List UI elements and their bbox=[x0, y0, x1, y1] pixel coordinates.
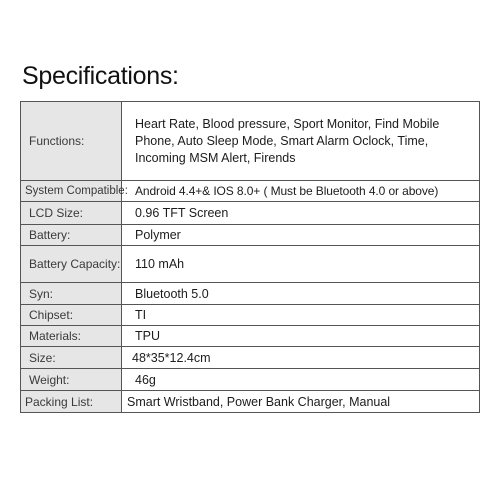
row-label-syn: Syn: bbox=[21, 283, 122, 305]
table-row-size bbox=[21, 347, 480, 369]
row-label-chipset: Chipset: bbox=[21, 305, 122, 326]
table-row-system-compatible bbox=[21, 181, 480, 202]
table-row-chipset bbox=[21, 305, 480, 326]
row-value-materials: TPU bbox=[122, 326, 480, 347]
row-label-battery: Battery: bbox=[21, 225, 122, 246]
table-row-functions bbox=[21, 102, 480, 181]
row-label-materials: Materials: bbox=[21, 326, 122, 347]
row-label-system-compatible: System Compatible: bbox=[21, 181, 122, 202]
page-title: Specifications: bbox=[22, 62, 179, 90]
row-label-functions: Functions: bbox=[21, 102, 122, 181]
table-row-packing-list bbox=[21, 391, 480, 413]
row-value-functions: Heart Rate, Blood pressure, Sport Monitor, Find Mobile Phone, Auto Sleep Mode, Smart Alarm Oclock, Time, Incoming MSM Alert, Firends bbox=[122, 102, 480, 181]
row-label-size: Size: bbox=[21, 347, 122, 369]
row-value-syn: Bluetooth 5.0 bbox=[122, 283, 480, 305]
row-value-packing-list: Smart Wristband, Power Bank Charger, Manual bbox=[122, 391, 480, 413]
row-value-system-compatible: Android 4.4+& IOS 8.0+ ( Must be Bluetooth 4.0 or above) bbox=[122, 181, 480, 202]
table-row-syn bbox=[21, 283, 480, 305]
row-value-size: 48*35*12.4cm bbox=[122, 347, 480, 369]
table-row-weight bbox=[21, 369, 480, 391]
row-label-lcd-size: LCD Size: bbox=[21, 202, 122, 225]
table-row-lcd-size bbox=[21, 202, 480, 225]
table-row-battery bbox=[21, 225, 480, 246]
row-value-battery-capacity: 110 mAh bbox=[122, 246, 480, 283]
row-label-battery-capacity: Battery Capacity: bbox=[21, 246, 122, 283]
table-row-battery-capacity bbox=[21, 246, 480, 283]
specifications-table bbox=[20, 101, 480, 413]
row-value-chipset: TI bbox=[122, 305, 480, 326]
table-row-materials bbox=[21, 326, 480, 347]
row-value-battery: Polymer bbox=[122, 225, 480, 246]
row-value-lcd-size: 0.96 TFT Screen bbox=[122, 202, 480, 225]
row-label-weight: Weight: bbox=[21, 369, 122, 391]
row-label-packing-list: Packing List: bbox=[21, 391, 122, 413]
row-value-weight: 46g bbox=[122, 369, 480, 391]
